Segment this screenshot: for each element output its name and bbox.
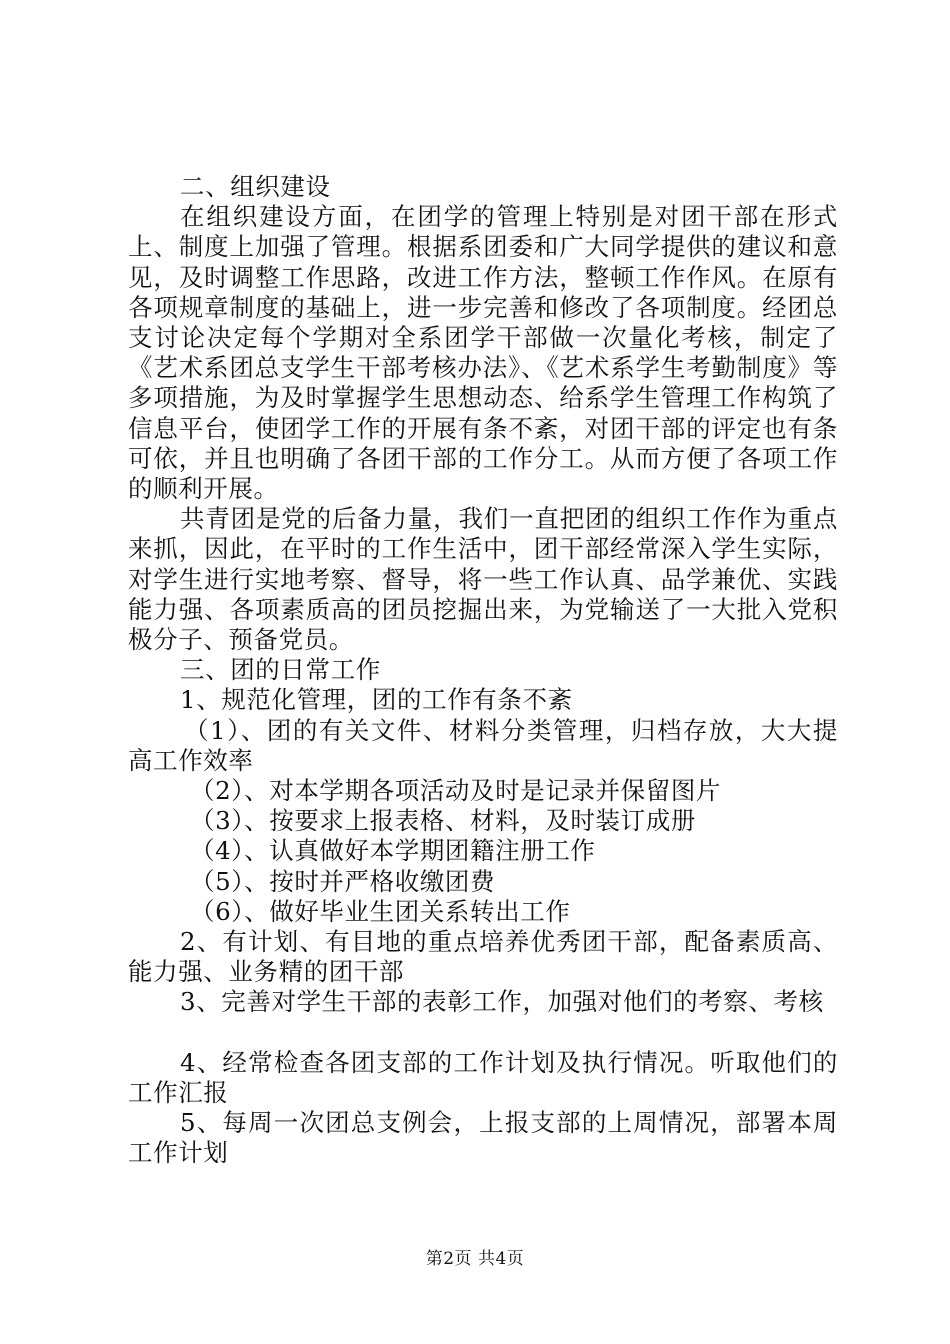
list-item-cadre-training: 2、有计划、有目地的重点培养优秀团干部，配备素质高、能力强、业务精的团干部 <box>128 927 838 987</box>
section-heading-daily-work: 三、团的日常工作 <box>180 655 381 685</box>
sub-item-3: （3）、按要求上报表格、材料，及时装订成册 <box>190 806 696 836</box>
list-item-weekly-meeting: 5、每周一次团总支例会，上报支部的上周情况，部署本周工作计划 <box>128 1108 838 1168</box>
page-footer: 第2页 共4页 <box>425 1249 525 1269</box>
list-item-inspection: 4、经常检查各团支部的工作计划及执行情况。听取他们的工作汇报 <box>128 1047 838 1107</box>
sub-item-1: （1）、团的有关文件、材料分类管理，归档存放，大大提高工作效率 <box>128 715 838 775</box>
section-heading-organization: 二、组织建设 <box>180 172 331 201</box>
blank-line <box>128 1018 838 1048</box>
sub-item-4: （4）、认真做好本学期团籍注册工作 <box>190 836 596 866</box>
list-item-standardized-management: 1、规范化管理，团的工作有条不紊 <box>180 685 573 715</box>
sub-item-5: （5）、按时并严格收缴团费 <box>190 866 496 896</box>
paragraph-youth-league: 共青团是党的后备力量，我们一直把团的组织工作作为重点来抓，因此，在平时的工作生活中，团干部经常深入学生实际，对学生进行实地考察、督导，将一些工作认真、品学兼优、实践能力强、各项素质高的团员挖掘出来，为党输送了一大批入党积极分子、预备党员。 <box>128 504 838 655</box>
list-item-commendation: 3、完善对学生干部的表彰工作，加强对他们的考察、考核 <box>180 987 824 1017</box>
document-body <box>128 172 838 1169</box>
sub-item-6: （6）、做好毕业生团关系转出工作 <box>190 896 571 926</box>
paragraph-organization-building: 在组织建设方面，在团学的管理上特别是对团干部在形式上、制度上加强了管理。根据系团委和广大同学提供的建议和意见，及时调整工作思路，改进工作方法，整顿工作作风。在原有各项规章制度的基础上，进一步完善和修改了各项制度。经团总支讨论决定每个学期对全系团学干部做一次量化考核，制定了《艺术系团总支学生干部考核办法》、《艺术系学生考勤制度》等多项措施，为及时掌握学生思想动态、给系学生管理工作构筑了信息平台，使团学工作的开展有条不紊，对团干部的评定也有条可依，并且也明确了各团干部的工作分工。从而方便了各项工作的顺利开展。 <box>128 202 838 504</box>
sub-item-2: （2）、对本学期各项活动及时是记录并保留图片 <box>190 776 722 806</box>
